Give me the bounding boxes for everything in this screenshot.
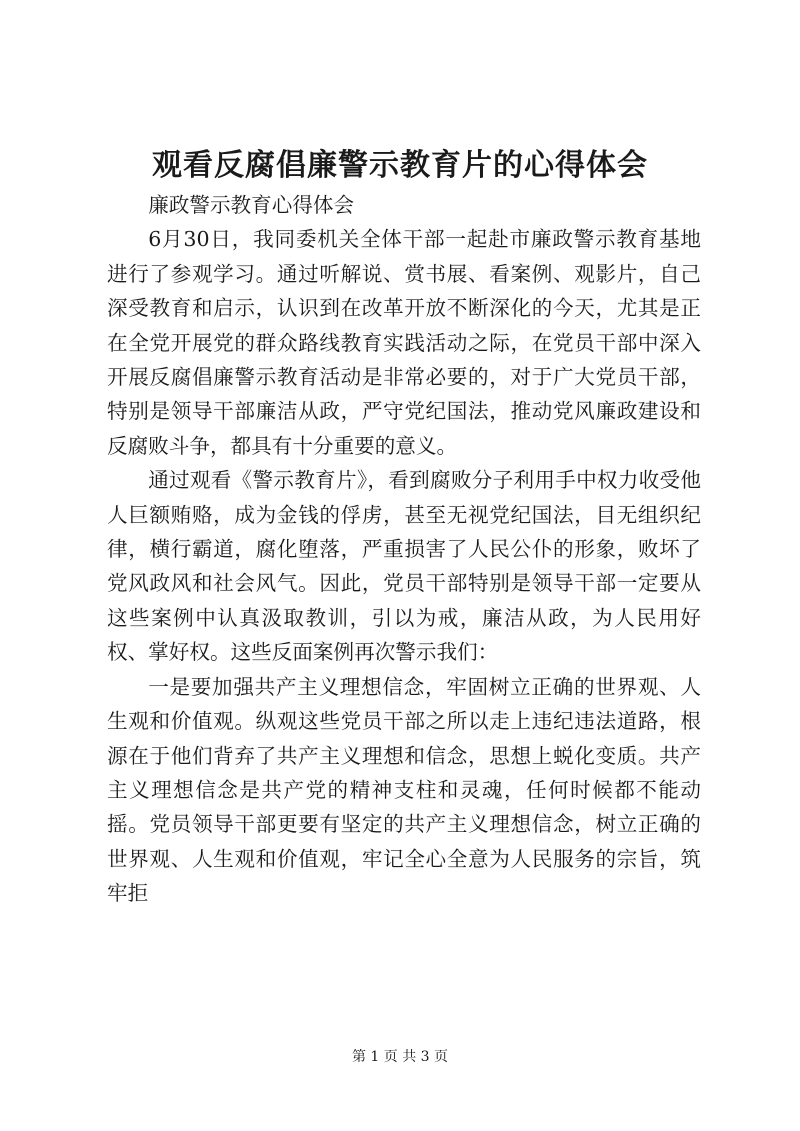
- paragraph-visit: 6月30日，我同委机关全体干部一起赴市廉政警示教育基地进行了参观学习。通过听解说、赏书展、看案例、观影片，自己深受教育和启示，认识到在改革开放不断深化的今天，尤其是正在全党开展党的群众路线教育实践活动之际，在党员干部中深入开展反腐倡廉警示教育活动是非常必要的，对于广大党员干部，特别是领导干部廉洁从政，严守党纪国法，推动党风廉政建设和反腐败斗争，都具有十分重要的意义。: [107, 227, 701, 458]
- paragraph-point-one: 一是要加强共产主义理想信念，牢固树立正确的世界观、人生观和价值观。纵观这些党员干部之所以走上违纪违法道路，根源在于他们背弃了共产主义理想和信念，思想上蜕化变质。共产主义理想信念是共产党的精神支柱和灵魂，任何时候都不能动摇。党员领导干部更要有坚定的共产主义理想信念，树立正确的世界观、人生观和价值观，牢记全心全意为人民服务的宗旨，筑牢拒: [107, 674, 701, 906]
- page-footer: 第 1 页 共 3 页: [351, 1049, 449, 1065]
- paragraph-film: 通过观看《警示教育片》，看到腐败分子利用手中权力收受他人巨额贿赂，成为金钱的俘虏，甚至无视党纪国法，目无组织纪律，横行霸道，腐化堕落，严重损害了人民公仆的形象，败坏了党风政风和社会风气。因此，党员干部特别是领导干部一定要从这些案例中认真汲取教训，引以为戒，廉洁从政，为人民用好权、掌好权。这些反面案例再次警示我们：: [107, 468, 701, 665]
- paragraph-subtitle: 廉政警示教育心得体会: [148, 193, 355, 217]
- document-title: 观看反腐倡廉警示教育片的心得体会: [152, 148, 648, 183]
- document-body: [107, 188, 701, 911]
